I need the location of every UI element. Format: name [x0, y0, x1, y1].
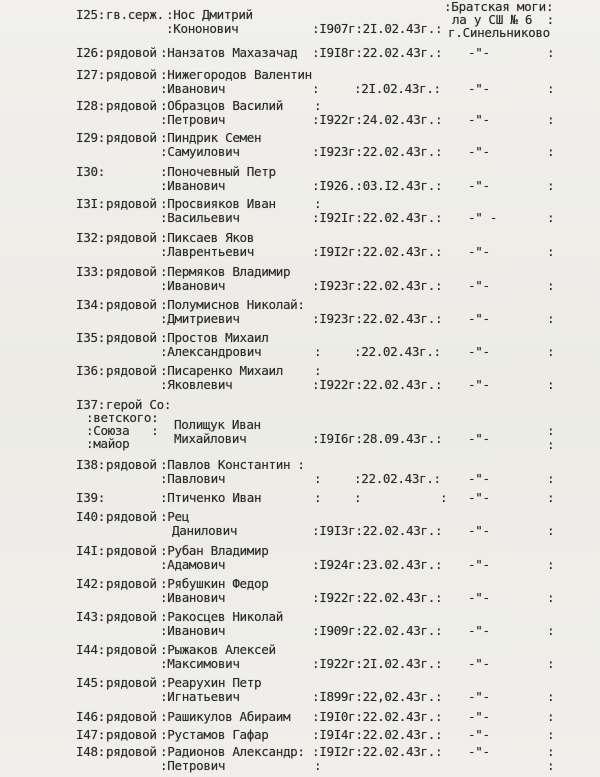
- record-num: I39:: [76, 490, 105, 505]
- record-rank: рядовой: [106, 297, 157, 312]
- record-date: :I907г:2I.02.43г.:: [312, 21, 443, 36]
- col-colon: :: [314, 758, 322, 773]
- record-place: -"-: [468, 623, 490, 638]
- col-colon: :: [547, 423, 555, 438]
- record-name: :Реарухин Петр: [160, 675, 262, 690]
- col-colon: :: [547, 81, 555, 96]
- hero-rank-line2: :ветского:: [86, 410, 159, 425]
- record-date: :I923г:22.02.43г.:: [312, 278, 443, 293]
- record-place: -"-: [468, 557, 490, 572]
- col-colon: :: [314, 344, 322, 359]
- col-colon: :: [547, 490, 555, 505]
- record-place: -"-: [468, 278, 490, 293]
- col-colon: :: [547, 656, 555, 671]
- record-patronymic: :Дмитриевич: [160, 311, 240, 326]
- record-patronymic: :Самуилович: [160, 144, 240, 159]
- col-colon: :: [354, 490, 362, 505]
- record-num: I4I:: [76, 543, 105, 558]
- record-patronymic: :Лаврентьевич: [160, 244, 255, 259]
- record-num: I40:: [76, 509, 105, 524]
- record-num: I28:: [76, 98, 105, 113]
- record-date: :22.02.43г.:: [354, 344, 441, 359]
- record-name: :Пиндрик Семен: [160, 130, 262, 145]
- record-rank: рядовой: [106, 45, 157, 60]
- col-colon: :: [547, 112, 555, 127]
- record-date: :I922г:22.02.43г.:: [312, 377, 443, 392]
- record-place: -"-: [468, 377, 490, 392]
- col-colon: :: [547, 623, 555, 638]
- record-date: :I926.:03.I2.43г.:: [312, 178, 443, 193]
- hero-rank-line3: :Союза :: [86, 423, 159, 438]
- record-patronymic: :Петрович: [160, 112, 226, 127]
- record-place: -"-: [468, 144, 490, 159]
- record-patronymic: :Кононович: [166, 21, 239, 36]
- record-place: -"-: [468, 744, 490, 759]
- record-name: :Павлов Константин :: [160, 457, 305, 472]
- record-num: I46:: [76, 709, 105, 724]
- record-num: I37:: [76, 397, 105, 412]
- col-colon: :: [547, 437, 555, 452]
- col-colon: :: [547, 590, 555, 605]
- record-name: :Радионов Александр:: [160, 744, 305, 759]
- record-name: :Рябушкин Федор: [160, 576, 269, 591]
- record-place: -"-: [468, 431, 490, 446]
- record-rank: рядовой: [106, 98, 157, 113]
- record-name: :Рец: [160, 509, 189, 524]
- col-colon: :: [547, 471, 555, 486]
- record-name: :Ракосцев Николай: [160, 609, 283, 624]
- record-date: :I922г:2I.02.43г.:: [312, 656, 443, 671]
- record-date: :I9I2г:22.02.43г.:: [312, 744, 443, 759]
- record-num: I3I:: [76, 196, 105, 211]
- col-colon: :: [547, 727, 555, 742]
- record-name: :Просвияков Иван: [160, 196, 276, 211]
- record-date: :I9I0г:22.02.43г.:: [312, 709, 443, 724]
- record-place: -"-: [468, 178, 490, 193]
- record-rank: рядовой: [106, 363, 157, 378]
- record-place: -"-: [468, 689, 490, 704]
- record-num: I33:: [76, 264, 105, 279]
- col-colon: :: [314, 490, 322, 505]
- record-rank: рядовой: [106, 576, 157, 591]
- burial-header-line2: ла у СШ № 6 :: [452, 12, 554, 27]
- record-place: -"-: [468, 709, 490, 724]
- record-num: I48:: [76, 744, 105, 759]
- record-name: :Образцов Василий: [160, 98, 283, 113]
- col-colon: :: [547, 689, 555, 704]
- record-rank: рядовой: [106, 744, 157, 759]
- col-colon: :: [547, 144, 555, 159]
- record-patronymic: :Игнатьевич: [160, 689, 240, 704]
- record-place: -"-: [468, 471, 490, 486]
- record-rank: рядовой: [106, 675, 157, 690]
- record-name: :Простов Михаил: [160, 330, 269, 345]
- hero-rank-line1: герой Со:: [106, 397, 172, 412]
- record-place: -"-: [468, 45, 490, 60]
- record-date: :I909г:22.02.43г.:: [312, 623, 443, 638]
- record-patronymic: :Павлович: [160, 471, 226, 486]
- record-place: -"-: [468, 656, 490, 671]
- record-patronymic: :Яковлевич: [160, 377, 233, 392]
- record-name: :Рубан Владимир: [160, 543, 269, 558]
- record-rank: рядовой: [106, 330, 157, 345]
- record-date: :2I.02.43г.:: [354, 81, 441, 96]
- record-rank: рядовой: [106, 230, 157, 245]
- col-colon: :: [547, 45, 555, 60]
- col-colon: :: [547, 523, 555, 538]
- hero-rank-line4: :майор: [86, 436, 130, 451]
- record-num: I30:: [76, 164, 105, 179]
- record-date: :I92Iг:22.02.43г.:: [312, 210, 443, 225]
- record-num: I29:: [76, 130, 105, 145]
- col-colon: :: [440, 490, 448, 505]
- record-patronymic: :Петрович: [160, 758, 226, 773]
- burial-header-line1: :Братская моги:: [444, 0, 554, 14]
- record-patronymic: :Максимович: [160, 656, 240, 671]
- record-patronymic: :Адамович: [160, 557, 226, 572]
- record-patronymic: :Иванович: [160, 81, 226, 96]
- record-date: :I923г:22.02.43г.:: [312, 311, 443, 326]
- record-date: :I9I8г:22.02.43г.:: [312, 45, 443, 60]
- col-colon: :: [547, 709, 555, 724]
- record-place: -"-: [468, 311, 490, 326]
- record-rank: рядовой: [106, 609, 157, 624]
- record-rank: рядовой: [106, 642, 157, 657]
- col-colon: :: [314, 196, 322, 211]
- record-num: I43:: [76, 609, 105, 624]
- col-colon: :: [314, 471, 322, 486]
- record-date: :I922г:24.02.43г.:: [312, 112, 443, 127]
- record-rank: рядовой: [106, 264, 157, 279]
- record-rank: рядовой: [106, 196, 157, 211]
- record-name: Полищук Иван: [174, 417, 261, 432]
- record-num: I36:: [76, 363, 105, 378]
- record-place: -"-: [468, 112, 490, 127]
- col-colon: :: [547, 311, 555, 326]
- record-date: :I924г:23.02.43г.:: [312, 557, 443, 572]
- record-num: I38:: [76, 457, 105, 472]
- burial-header-line3: г.Синельниково: [448, 25, 550, 40]
- record-place: -"-: [468, 727, 490, 742]
- record-date: :I922г:22.02.43г.:: [312, 590, 443, 605]
- record-rank: рядовой: [106, 727, 157, 742]
- record-num: I47:: [76, 727, 105, 742]
- record-patronymic: :Васильевич: [160, 210, 240, 225]
- record-name: :Пермяков Владимир: [160, 264, 291, 279]
- record-name: :Поночевный Петр: [160, 164, 276, 179]
- col-colon: :: [547, 178, 555, 193]
- record-num: I35:: [76, 330, 105, 345]
- record-rank: рядовой: [106, 457, 157, 472]
- record-num: I32:: [76, 230, 105, 245]
- record-name: :Писаренко Михаил: [160, 363, 283, 378]
- record-date: :I923г:22.02.43г.:: [312, 144, 443, 159]
- record-num: I34:: [76, 297, 105, 312]
- record-place: -" -: [468, 210, 497, 225]
- record-name: :Птиченко Иван: [160, 490, 262, 505]
- record-name: :Рустамов Гафар: [160, 727, 269, 742]
- record-patronymic: :Иванович: [160, 178, 226, 193]
- record-name: :Нанзатов Махазачад: [160, 45, 298, 60]
- record-place: -"-: [468, 81, 490, 96]
- record-name: :Нос Дмитрий: [166, 7, 253, 22]
- record-rank: рядовой: [106, 509, 157, 524]
- record-date: :22.02.43г.:: [354, 471, 441, 486]
- record-date: :I9I4г:22.02.43г.:: [312, 727, 443, 742]
- record-patronymic: :Иванович: [160, 590, 226, 605]
- col-colon: :: [314, 363, 322, 378]
- record-patronymic: :Иванович: [160, 278, 226, 293]
- record-patronymic: :Александрович: [160, 344, 262, 359]
- record-place: -"-: [468, 490, 490, 505]
- record-date: :I9I3г:22.02.43г.:: [312, 523, 443, 538]
- record-name: :Рыжаков Алексей: [160, 642, 276, 657]
- record-name: :Пиксаев Яков: [160, 230, 255, 245]
- record-num: I44:: [76, 642, 105, 657]
- record-date: :I9I2г:22.02.43г.:: [312, 244, 443, 259]
- record-patronymic: Михайлович: [174, 431, 247, 446]
- col-colon: :: [547, 344, 555, 359]
- record-num: I42:: [76, 576, 105, 591]
- record-num: I27:: [76, 67, 105, 82]
- col-colon: :: [547, 377, 555, 392]
- record-place: -"-: [468, 523, 490, 538]
- record-rank: гв.серж.: [106, 7, 164, 22]
- record-patronymic: :Иванович: [160, 623, 226, 638]
- col-colon: :: [547, 744, 555, 759]
- record-patronymic: Данилович: [172, 523, 238, 538]
- record-name: :Полумиснов Николай:: [160, 297, 305, 312]
- record-num: I45:: [76, 675, 105, 690]
- record-date: :I899г:22,02.43г.:: [312, 689, 443, 704]
- record-num: I26:: [76, 45, 105, 60]
- record-rank: рядовой: [106, 67, 157, 82]
- col-colon: :: [312, 81, 320, 96]
- record-num: I25:: [76, 7, 105, 22]
- record-rank: рядовой: [106, 709, 157, 724]
- col-colon: :: [547, 278, 555, 293]
- record-rank: рядовой: [106, 130, 157, 145]
- col-colon: :: [314, 98, 322, 113]
- col-colon: :: [547, 557, 555, 572]
- col-colon: :: [547, 210, 555, 225]
- col-colon: :: [547, 758, 555, 773]
- record-name: :Нижегородов Валентин: [160, 67, 312, 82]
- record-place: -"-: [468, 244, 490, 259]
- record-place: -"-: [468, 344, 490, 359]
- record-date: :I9I6г:28.09.43г.:: [312, 431, 443, 446]
- record-place: -"-: [468, 590, 490, 605]
- record-rank: рядовой: [106, 543, 157, 558]
- col-colon: :: [547, 244, 555, 259]
- record-name: :Рашикулов Абираим: [160, 709, 291, 724]
